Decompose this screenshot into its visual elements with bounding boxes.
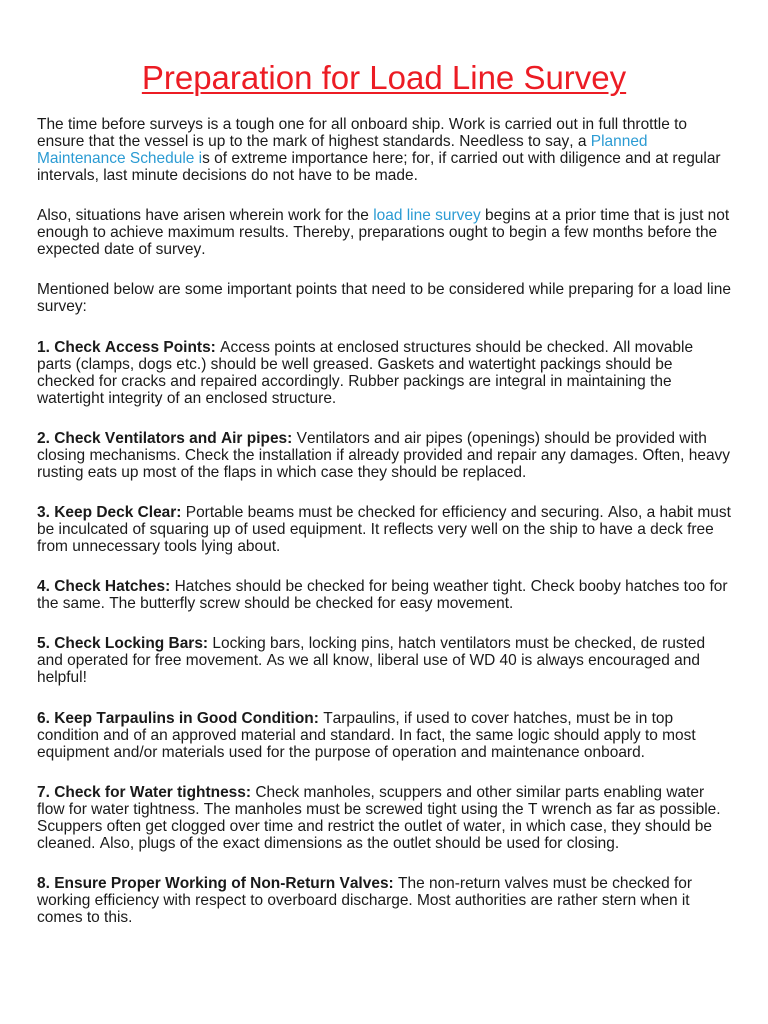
planned-maintenance-schedule-link[interactable]: Planned Maintenance Schedule i	[37, 133, 648, 167]
checklist-item-heading: 2. Check Ventilators and Air pipes:	[37, 429, 293, 447]
document-title: Preparation for Load Line Survey	[141, 59, 627, 96]
intro-paragraph-2-text-start: Also, situations have arisen wherein work for the	[37, 207, 369, 225]
checklist-item-7	[37, 784, 749, 852]
intro-paragraph-1	[37, 116, 749, 184]
checklist-item-8	[37, 875, 749, 926]
checklist-item-heading: 4. Check Hatches:	[37, 578, 171, 596]
checklist-item-2	[37, 430, 749, 481]
intro-paragraph-2-text-end: begins at a prior time that is just not enough to achieve maximum results. Thereby, preparations ought to begin a few months before the expected date of survey.	[37, 207, 730, 259]
checklist-item-3	[37, 504, 749, 555]
checklist-item-heading: 8. Ensure Proper Working of Non-Return Valves:	[37, 874, 394, 892]
intro-paragraph-3: Mentioned below are some important points that need to be considered while preparing for a load line survey:	[37, 281, 731, 316]
intro-paragraph-2	[37, 207, 749, 258]
checklist-item-text: The non-return valves must be checked for working efficiency with respect to overboard discharge. Most authorities are rather stern when it comes to this.	[37, 874, 693, 926]
checklist-item-text: Hatches should be checked for being weather tight. Check booby hatches too for the same. The butterfly screw should be checked for easy movement.	[37, 578, 728, 613]
intro-paragraph-1-text-end: s of extreme importance here; for, if carried out with diligence and at regular intervals, last minute decisions do not have to be made.	[37, 150, 721, 184]
checklist-item-text: Locking bars, locking pins, hatch ventilators must be checked, de rusted and operated for free movement. As we all know, liberal use of WD 40 is always encouraged and helpful!	[37, 635, 706, 687]
checklist-item-heading: 5. Check Locking Bars:	[37, 635, 209, 653]
checklist-item-text: Ventilators and air pipes (openings) should be provided with closing mechanisms. Check the installation if already provided and repair any damages. Often, heavy rusting eats up most of the flaps in which case they should be replaced.	[37, 429, 731, 481]
checklist-item-heading: 1. Check Access Points:	[37, 338, 216, 356]
load-line-survey-link[interactable]: load line survey	[373, 207, 481, 225]
document-body	[37, 116, 749, 949]
checklist-item-text: Access points at enclosed structures should be checked. All movable parts (clamps, dogs etc.) should be well greased. Gaskets and watertight packings should be checked for cracks and repaired accordingly. Rubber packings are integral in maintaining the watertight integrity of an enclosed structure.	[37, 338, 694, 407]
checklist-item-4	[37, 578, 749, 612]
checklist-item-text: Check manholes, scuppers and other similar parts enabling water flow for water tightness. The manholes must be screwed tight using the T wrench as far as possible. Scuppers often get clogged over time and restrict the outlet of water, in which case, they should be cleaned. Also, plugs of the exact dimensions as the outlet should be used for closing.	[37, 783, 721, 852]
checklist-item-text: Portable beams must be checked for efficiency and securing. Also, a habit must be inculcated of squaring up of used equipment. It reflects very well on the ship to have a deck free from unnecessary tools lying about.	[37, 503, 731, 555]
checklist-item-heading: 7. Check for Water tightness:	[37, 783, 252, 801]
checklist-item-text: Tarpaulins, if used to cover hatches, must be in top condition and of an approved material and standard. In fact, the same logic should apply to most equipment and/or materials used for the purpose of operation and maintenance onboard.	[37, 709, 696, 761]
checklist-item-heading: 3. Keep Deck Clear:	[37, 503, 182, 521]
checklist-item-5	[37, 635, 749, 686]
checklist-item-heading: 6. Keep Tarpaulins in Good Condition:	[37, 709, 319, 727]
checklist-item-1	[37, 339, 749, 407]
checklist-item-6	[37, 710, 749, 761]
intro-paragraph-1-text-start: The time before surveys is a tough one for all onboard ship. Work is carried out in full throttle to ensure that the vessel is up to the mark of highest standards. Needless to say, a	[37, 116, 688, 150]
